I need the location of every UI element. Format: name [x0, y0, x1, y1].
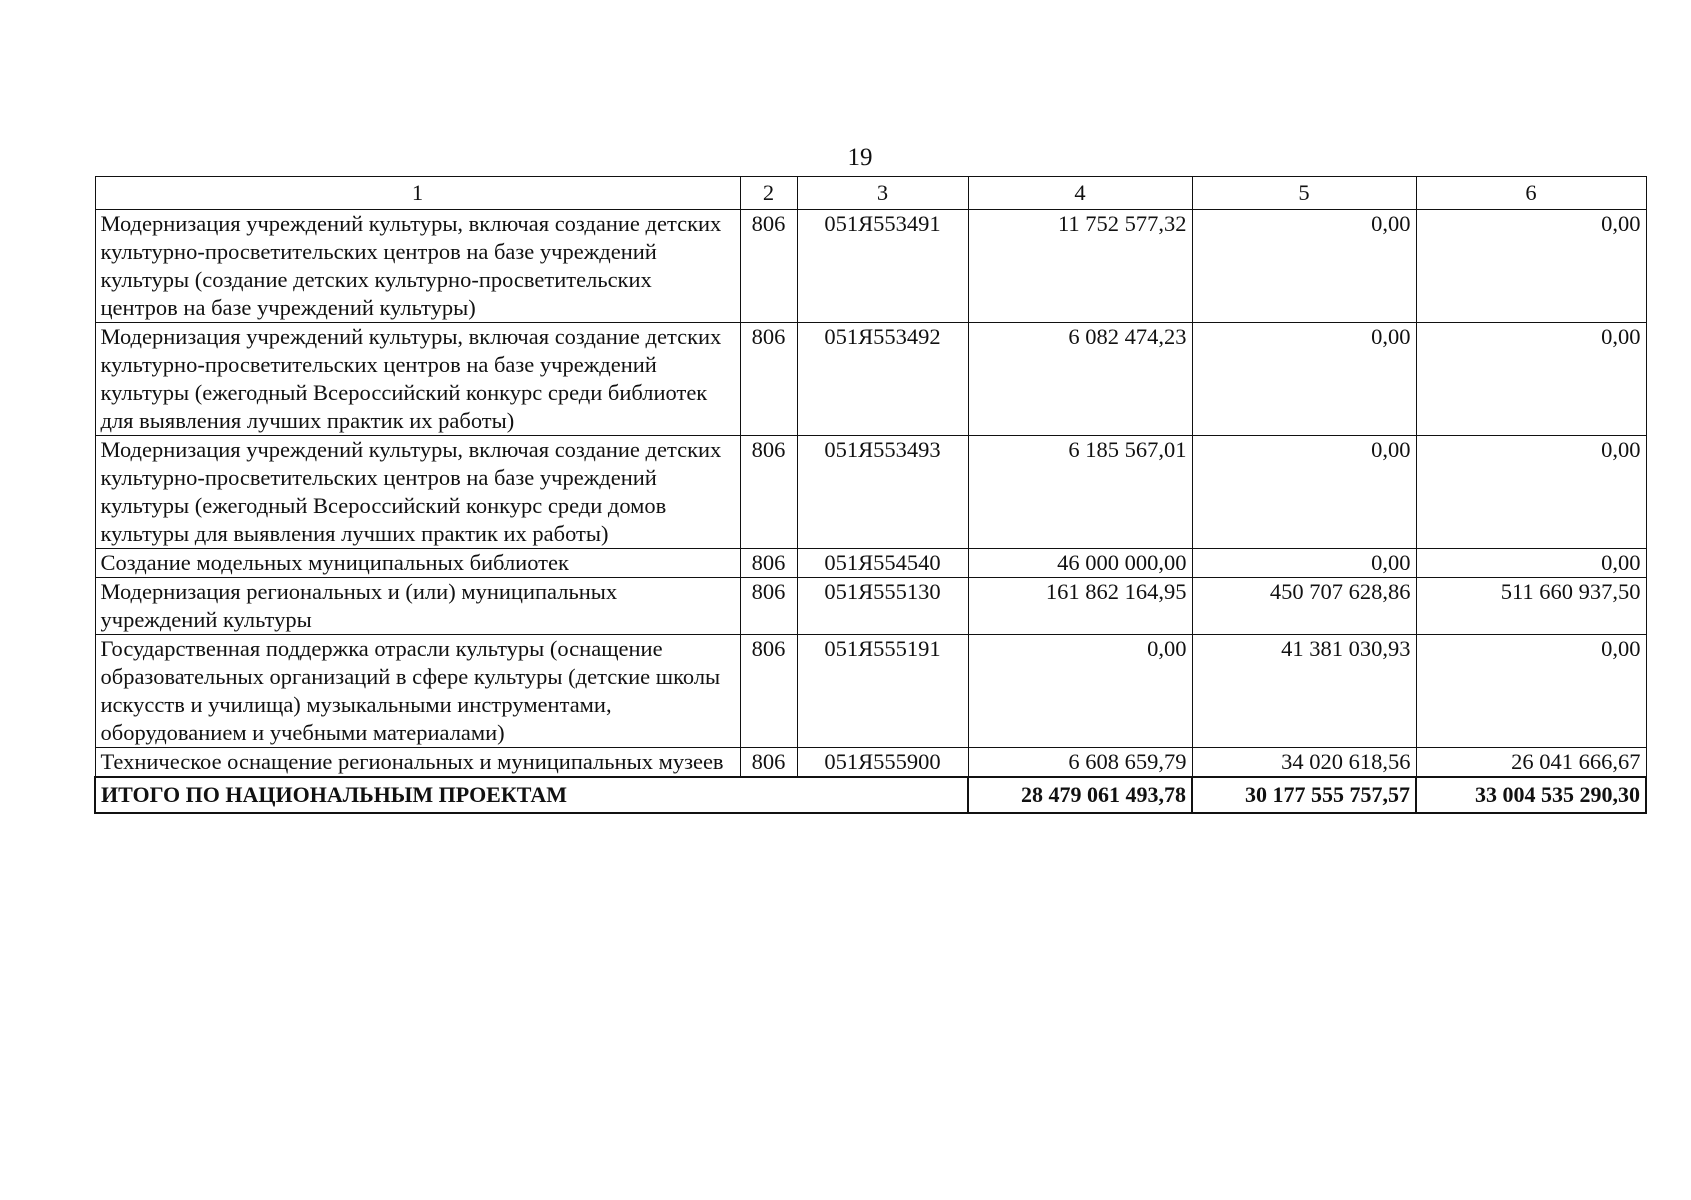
- row-name: Техническое оснащение региональных и муниципальных музеев: [95, 748, 740, 778]
- row-value-4: 6 608 659,79: [968, 748, 1192, 778]
- header-cell-2: 2: [740, 177, 797, 210]
- row-value-6: 0,00: [1416, 635, 1646, 748]
- row-value-5: 34 020 618,56: [1192, 748, 1416, 778]
- row-value-6: 0,00: [1416, 323, 1646, 436]
- table-row: [95, 635, 1646, 748]
- row-value-4: 161 862 164,95: [968, 578, 1192, 635]
- row-grbs: 806: [740, 210, 797, 323]
- row-value-6: 511 660 937,50: [1416, 578, 1646, 635]
- total-value-4: 28 479 061 493,78: [968, 777, 1192, 813]
- row-name: Модернизация учреждений культуры, включая создание детских культурно-просветительских центров на базе учреждений культуры (создание детских культурно-просветительских центров на базе учреждений культуры): [95, 210, 740, 323]
- row-code: 051Я555130: [797, 578, 968, 635]
- row-grbs: 806: [740, 635, 797, 748]
- row-grbs: 806: [740, 323, 797, 436]
- row-value-6: 0,00: [1416, 436, 1646, 549]
- total-value-6: 33 004 535 290,30: [1416, 777, 1646, 813]
- row-code: 051Я555191: [797, 635, 968, 748]
- row-code: 051Я553492: [797, 323, 968, 436]
- row-name: Создание модельных муниципальных библиотек: [95, 549, 740, 578]
- page-number: 19: [847, 144, 873, 171]
- budget-table: [94, 176, 1647, 814]
- row-value-4: 6 185 567,01: [968, 436, 1192, 549]
- header-cell-4: 4: [968, 177, 1192, 210]
- row-value-6: 0,00: [1416, 549, 1646, 578]
- total-value-5: 30 177 555 757,57: [1192, 777, 1416, 813]
- row-name: Государственная поддержка отрасли культуры (оснащение образовательных организаций в сфере культуры (детские школы искусств и училища) музыкальными инструментами, оборудованием и учебными материалами): [95, 635, 740, 748]
- table-row: [95, 210, 1646, 323]
- row-name: Модернизация региональных и (или) муниципальных учреждений культуры: [95, 578, 740, 635]
- row-value-5: 41 381 030,93: [1192, 635, 1416, 748]
- header-cell-1: 1: [95, 177, 740, 210]
- header-cell-3: 3: [797, 177, 968, 210]
- row-value-6: 0,00: [1416, 210, 1646, 323]
- table-row: [95, 436, 1646, 549]
- row-value-6: 26 041 666,67: [1416, 748, 1646, 778]
- table-row: [95, 578, 1646, 635]
- header-row: [95, 177, 1646, 210]
- row-value-5: 0,00: [1192, 210, 1416, 323]
- table-row: [95, 748, 1646, 778]
- total-label: ИТОГО ПО НАЦИОНАЛЬНЫМ ПРОЕКТАМ: [95, 777, 968, 813]
- row-value-4: 11 752 577,32: [968, 210, 1192, 323]
- table-row: [95, 323, 1646, 436]
- row-code: 051Я553491: [797, 210, 968, 323]
- row-code: 051Я554540: [797, 549, 968, 578]
- row-grbs: 806: [740, 748, 797, 778]
- row-code: 051Я555900: [797, 748, 968, 778]
- row-value-5: 450 707 628,86: [1192, 578, 1416, 635]
- table-row: [95, 549, 1646, 578]
- row-value-4: 6 082 474,23: [968, 323, 1192, 436]
- row-name: Модернизация учреждений культуры, включая создание детских культурно-просветительских центров на базе учреждений культуры (ежегодный Всероссийский конкурс среди домов культуры для выявления лучших практик их работы): [95, 436, 740, 549]
- row-value-5: 0,00: [1192, 549, 1416, 578]
- row-grbs: 806: [740, 549, 797, 578]
- row-value-5: 0,00: [1192, 323, 1416, 436]
- row-name: Модернизация учреждений культуры, включая создание детских культурно-просветительских центров на базе учреждений культуры (ежегодный Всероссийский конкурс среди библиотек для выявления лучших практик их работы): [95, 323, 740, 436]
- row-code: 051Я553493: [797, 436, 968, 549]
- header-cell-6: 6: [1416, 177, 1646, 210]
- row-value-4: 0,00: [968, 635, 1192, 748]
- row-grbs: 806: [740, 578, 797, 635]
- row-value-5: 0,00: [1192, 436, 1416, 549]
- row-value-4: 46 000 000,00: [968, 549, 1192, 578]
- row-grbs: 806: [740, 436, 797, 549]
- total-row: [95, 777, 1646, 813]
- header-cell-5: 5: [1192, 177, 1416, 210]
